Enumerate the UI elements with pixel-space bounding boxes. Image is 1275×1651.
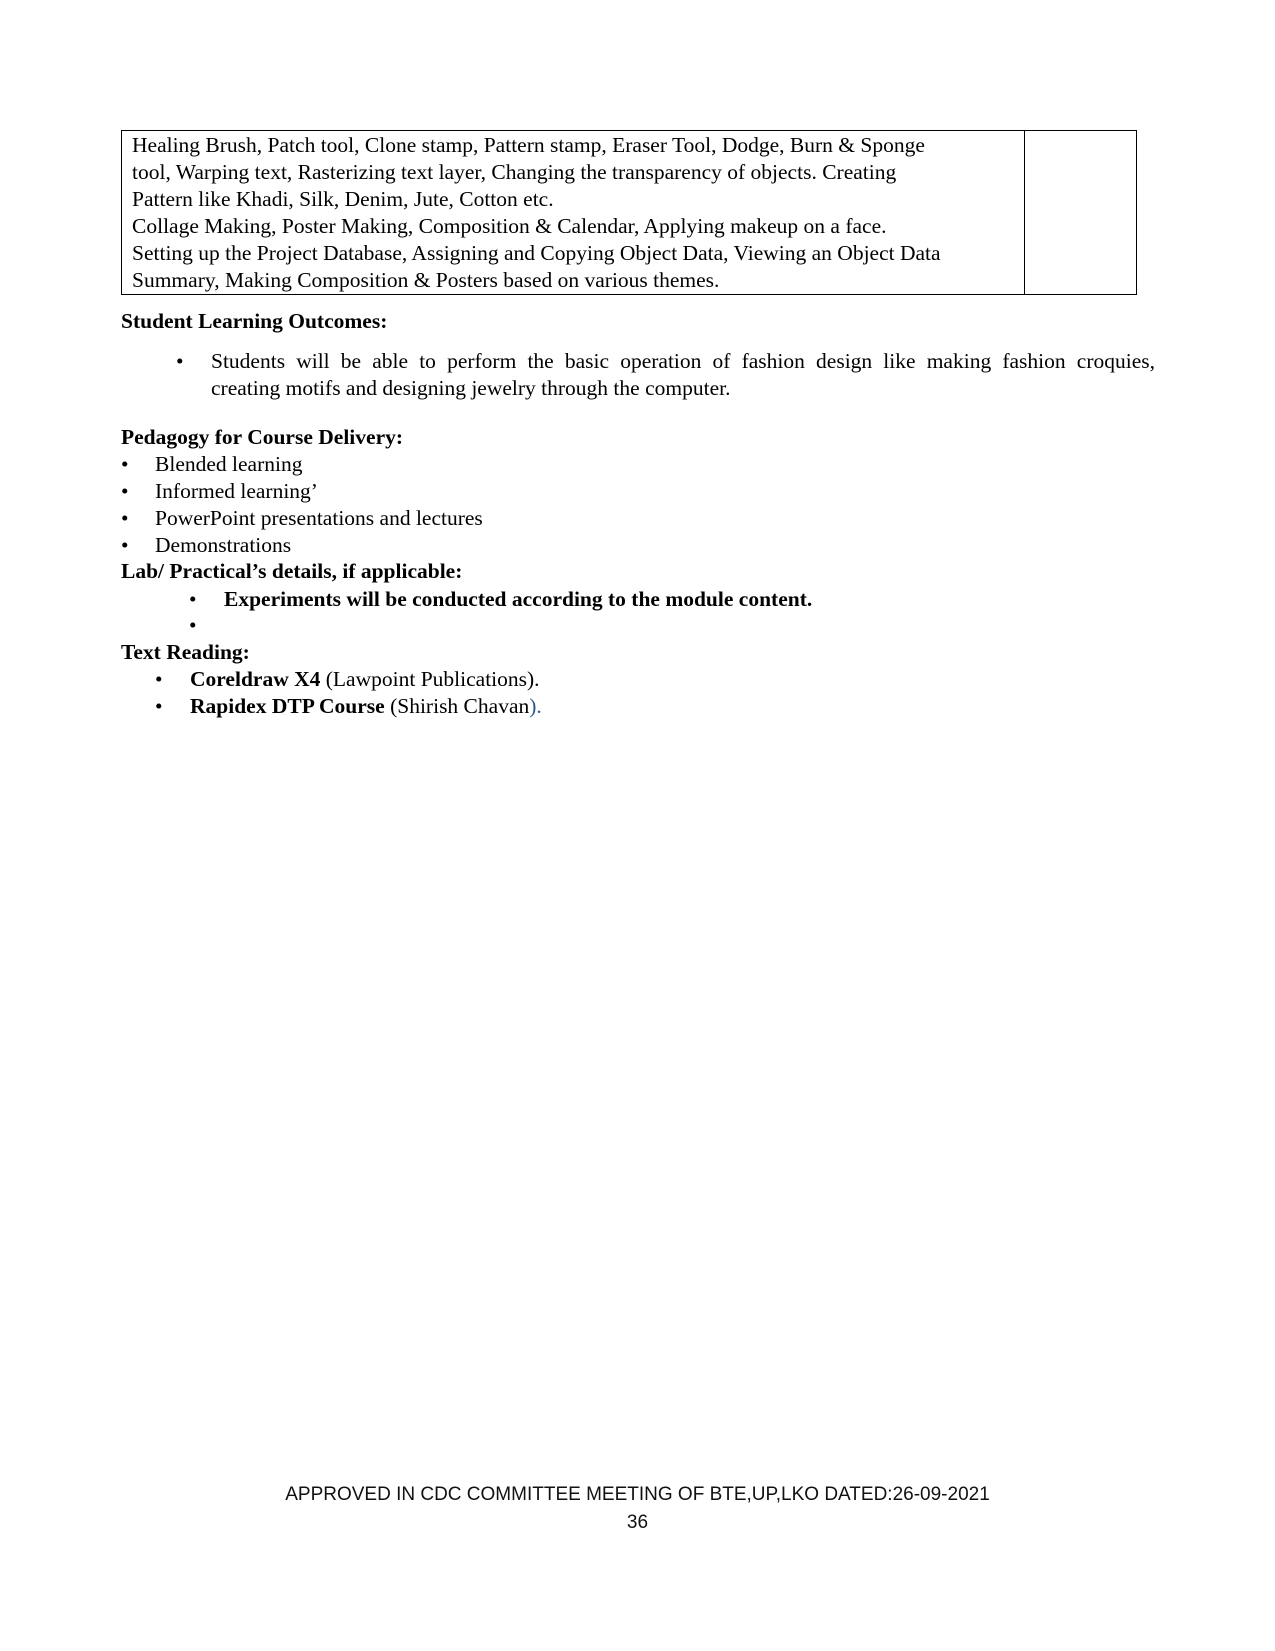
book-source: (Lawpoint Publications). (320, 667, 540, 691)
table-line: Summary, Making Composition & Posters based on various themes. (132, 268, 720, 292)
table-line: Healing Brush, Patch tool, Clone stamp, Pattern stamp, Eraser Tool, Dodge, Burn & Sponge (132, 133, 925, 157)
bullet-icon: • (121, 506, 129, 530)
book-entry (190, 666, 540, 693)
pedagogy-item: PowerPoint presentations and lectures (155, 506, 483, 530)
book-source-close: ). (529, 694, 542, 718)
learning-outcome-line: Students will be able to perform the basic operation of fashion design like making fashion croquies, (211, 349, 1155, 373)
bullet-icon: • (189, 587, 197, 611)
learning-outcome-item (211, 348, 1155, 402)
page-number: 36 (626, 1512, 649, 1533)
table-line: Setting up the Project Database, Assigning and Copying Object Data, Viewing an Object Data (132, 241, 941, 265)
pedagogy-item: Demonstrations (155, 533, 292, 557)
empty-hours-cell (1025, 131, 1137, 295)
text-reading-heading: Text Reading: (121, 640, 250, 664)
bullet-icon: • (121, 479, 129, 503)
book-title: Rapidex DTP Course (190, 694, 385, 718)
pedagogy-heading: Pedagogy for Course Delivery: (121, 425, 404, 449)
bullet-icon: • (121, 452, 129, 476)
lab-item: Experiments will be conducted according to the module content. (224, 587, 813, 611)
learning-outcome-line: creating motifs and designing jewelry through the computer. (211, 376, 731, 400)
bullet-icon: • (121, 533, 129, 557)
book-title: Coreldraw X4 (190, 667, 321, 691)
module-content-cell (122, 131, 1025, 295)
pedagogy-item: Informed learning’ (155, 479, 318, 503)
bullet-icon: • (176, 349, 184, 373)
pedagogy-item: Blended learning (155, 452, 303, 476)
table-line: tool, Warping text, Rasterizing text layer, Changing the transparency of objects. Creating (132, 160, 897, 184)
approval-footer: APPROVED IN CDC COMMITTEE MEETING OF BTE,UP,LKO DATED:26-09-2021 (285, 1484, 990, 1505)
bullet-icon: • (155, 694, 163, 718)
learning-outcomes-heading: Student Learning Outcomes: (121, 309, 388, 333)
lab-heading: Lab/ Practical’s details, if applicable: (121, 559, 463, 583)
bullet-icon: • (155, 667, 163, 691)
table-row (122, 131, 1137, 295)
table-line: Pattern like Khadi, Silk, Denim, Jute, Cotton etc. (132, 187, 554, 211)
table-line: Collage Making, Poster Making, Composition & Calendar, Applying makeup on a face. (132, 214, 887, 238)
module-content-table (121, 130, 1137, 295)
book-entry (190, 693, 542, 720)
bullet-icon: • (189, 613, 197, 637)
book-source: (Shirish Chavan (384, 694, 530, 718)
